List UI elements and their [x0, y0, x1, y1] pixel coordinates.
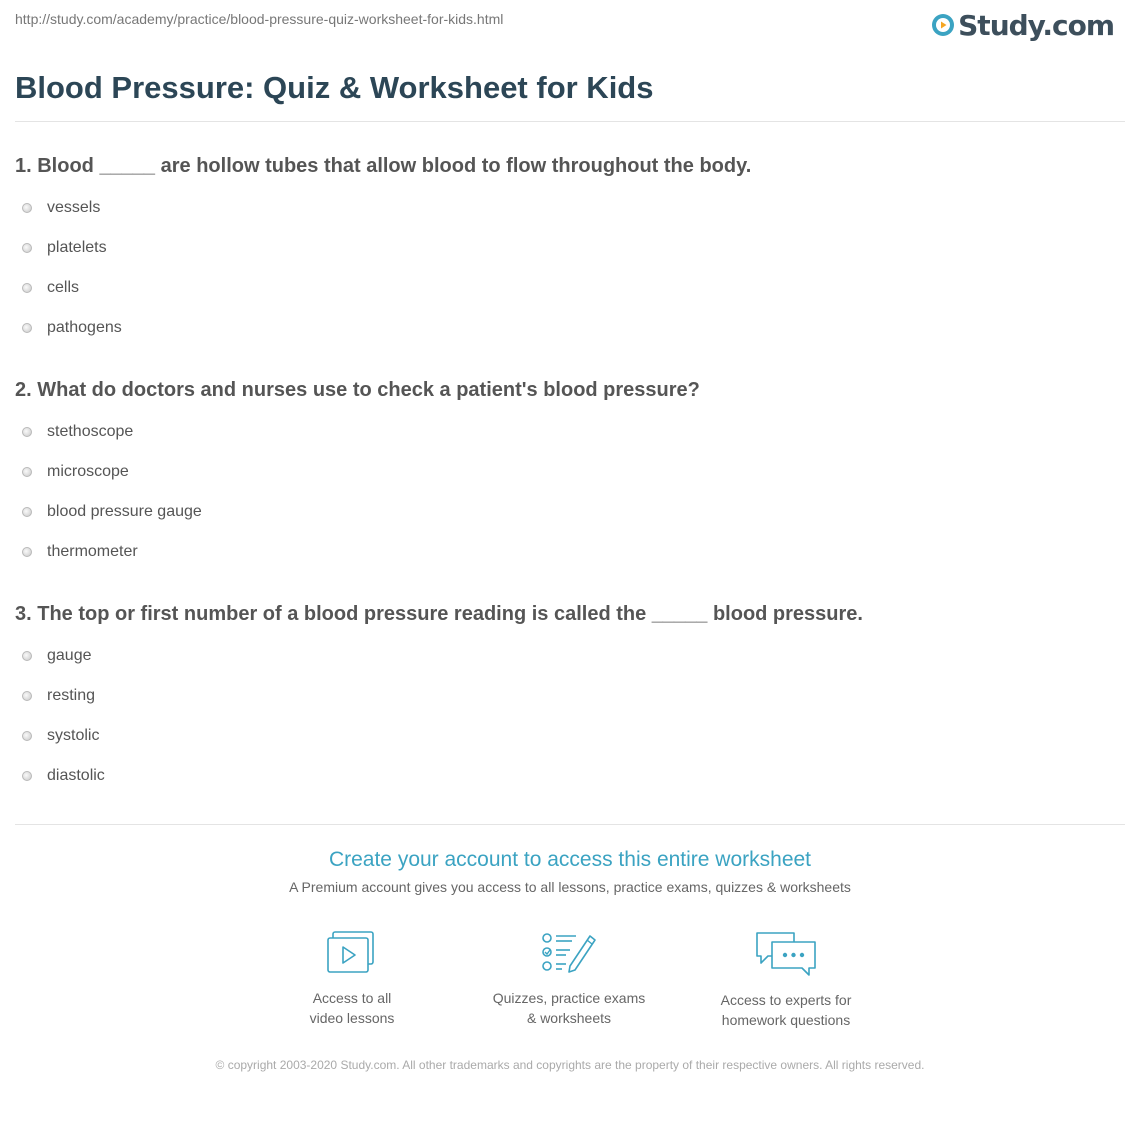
question-3-options	[22, 636, 105, 796]
radio-button[interactable]	[22, 283, 32, 293]
question-1: 1. Blood _____ are hollow tubes that allow blood to flow throughout the body.	[15, 155, 752, 177]
copyright-notice: © copyright 2003-2020 Study.com. All other trademarks and copyrights are the property of their respective owners. All rights reserved.	[215, 1058, 925, 1072]
option-label: stethoscope	[47, 423, 134, 440]
radio-button[interactable]	[22, 731, 32, 741]
option-label: thermometer	[47, 543, 138, 560]
answer-option[interactable]	[22, 228, 122, 268]
create-account-link[interactable]: Create your account to access this entire worksheet	[328, 848, 812, 871]
feature-label-line-2: homework questions	[721, 1012, 851, 1028]
radio-button[interactable]	[22, 691, 32, 701]
feature-label-line-1: Access to experts for	[720, 992, 852, 1008]
answer-option[interactable]	[22, 756, 105, 796]
question-1-options	[22, 188, 122, 348]
feature-experts	[676, 930, 896, 1030]
video-lesson-icon	[325, 930, 379, 976]
feature-label-line-2: video lessons	[309, 1010, 395, 1026]
cta-divider	[15, 824, 1125, 825]
title-divider	[15, 121, 1125, 122]
radio-button[interactable]	[22, 771, 32, 781]
question-2-options	[22, 412, 202, 572]
logo-wordmark: Study.com	[958, 8, 1114, 42]
question-3: 3. The top or first number of a blood pressure reading is called the _____ blood pressure.	[15, 603, 863, 625]
answer-option[interactable]	[22, 532, 202, 572]
answer-option[interactable]	[22, 492, 202, 532]
option-label: systolic	[47, 727, 100, 744]
feature-label-line-1: Access to all	[312, 990, 392, 1006]
radio-button[interactable]	[22, 323, 32, 333]
option-label: gauge	[47, 647, 92, 664]
feature-label-line-2: & worksheets	[526, 1010, 612, 1026]
option-label: cells	[47, 279, 80, 296]
play-circle-logo-icon	[931, 13, 955, 37]
answer-option[interactable]	[22, 716, 105, 756]
option-label: platelets	[47, 239, 107, 256]
page-title: Blood Pressure: Quiz & Worksheet for Kids	[15, 70, 654, 105]
feature-video-lessons	[242, 930, 462, 1028]
answer-option[interactable]	[22, 452, 202, 492]
option-label: resting	[47, 687, 96, 704]
page-url: http://study.com/academy/practice/blood-pressure-quiz-worksheet-for-kids.html	[15, 11, 504, 27]
option-label: vessels	[47, 199, 101, 216]
radio-button[interactable]	[22, 507, 32, 517]
answer-option[interactable]	[22, 188, 122, 228]
option-label: microscope	[47, 463, 129, 480]
feature-quizzes	[459, 930, 679, 1028]
option-label: blood pressure gauge	[47, 503, 202, 520]
radio-button[interactable]	[22, 203, 32, 213]
radio-button[interactable]	[22, 651, 32, 661]
feature-label-line-1: Quizzes, practice exams	[492, 990, 646, 1006]
radio-button[interactable]	[22, 547, 32, 557]
answer-option[interactable]	[22, 636, 105, 676]
radio-button[interactable]	[22, 467, 32, 477]
study-com-logo[interactable]	[931, 8, 1114, 42]
question-2: 2. What do doctors and nurses use to check a patient's blood pressure?	[15, 379, 700, 401]
answer-option[interactable]	[22, 412, 202, 452]
answer-option[interactable]	[22, 676, 105, 716]
radio-button[interactable]	[22, 427, 32, 437]
quiz-checklist-icon	[540, 930, 598, 976]
answer-option[interactable]	[22, 308, 122, 348]
option-label: diastolic	[47, 767, 105, 784]
radio-button[interactable]	[22, 243, 32, 253]
answer-option[interactable]	[22, 268, 122, 308]
chat-bubbles-icon	[754, 930, 818, 978]
premium-description: A Premium account gives you access to all lessons, practice exams, quizzes & worksheets	[289, 879, 851, 895]
option-label: pathogens	[47, 319, 122, 336]
